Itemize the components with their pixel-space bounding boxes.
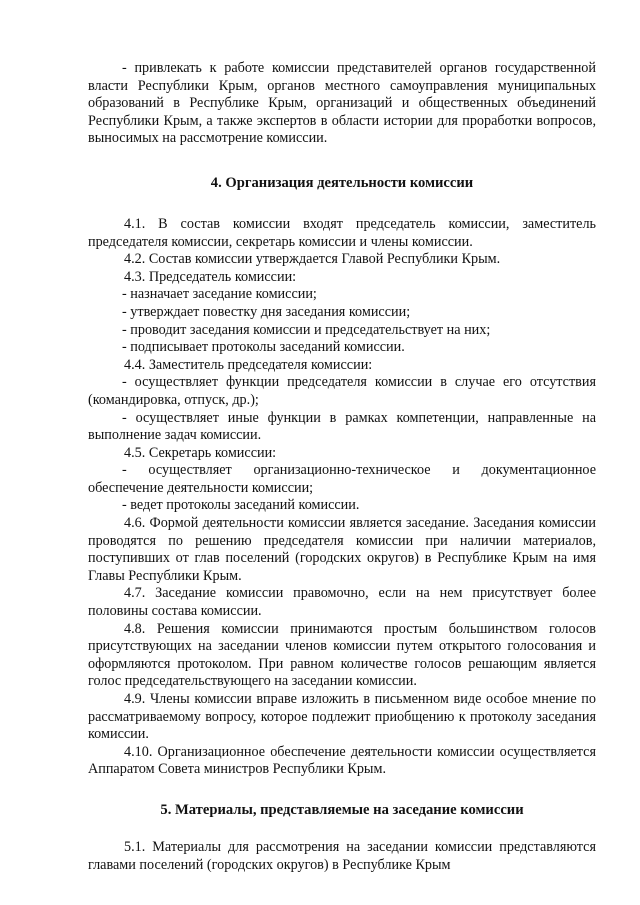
- paragraph-4-3: 4.3. Председатель комиссии:: [124, 268, 297, 285]
- list-item: - осуществляет функции председателя комиссии в случае его отсутствия (командировка, отпуск, др.);: [88, 374, 596, 408]
- list-item: - проводит заседания комиссии и председательствует на них;: [122, 321, 491, 338]
- section-4-body: [88, 216, 596, 779]
- list-item: - ведет протоколы заседаний комиссии.: [122, 497, 360, 514]
- paragraph-4-4: 4.4. Заместитель председателя комиссии:: [124, 356, 373, 373]
- paragraph-4-5: 4.5. Секретарь комиссии:: [124, 444, 277, 461]
- paragraph-4-9: 4.9. Члены комиссии вправе изложить в письменном виде особое мнение по рассматриваемому вопросу, которое подлежит приобщению к протоколу заседания комиссии.: [88, 691, 596, 743]
- list-item: - осуществляет организационно-техническое и документационное обеспечение деятельности комиссии;: [88, 462, 596, 496]
- section-5-body: [88, 839, 596, 874]
- section-5-heading: 5. Материалы, представляемые на заседание комиссии: [160, 801, 524, 818]
- list-item: - утверждает повестку дня заседания комиссии;: [122, 303, 411, 320]
- list-item: - осуществляет иные функции в рамках компетенции, направленные на выполнение задач комиссии.: [88, 409, 596, 444]
- paragraph-top-bullet: - привлекать к работе комиссии представителей органов государственной власти Республики Крым, органов местного самоуправления муниципальных образований в Республике Крым, организаций и общественных объединений Республики Крым, а также экспертов в области истории для проработки вопросов, выносимых на рассмотрение комиссии.: [88, 60, 596, 147]
- section-4-heading: 4. Организация деятельности комиссии: [210, 174, 474, 191]
- list-item: - подписывает протоколы заседаний комиссии.: [122, 339, 405, 356]
- paragraph-4-6: 4.6. Формой деятельности комиссии является заседание. Заседания комиссии проводятся по решению председателя комиссии при наличии материалов, поступивших от глав поселений (городских округов) в Республике Крым на имя Главы Республики Крым.: [88, 515, 596, 584]
- paragraph-5-1: 5.1. Материалы для рассмотрения на заседании комиссии представляются главами поселений (городских округов) в Республике Крым: [88, 838, 596, 873]
- paragraph-4-1: 4.1. В состав комиссии входят председатель комиссии, заместитель председателя комиссии, секретарь комиссии и члены комиссии.: [88, 215, 596, 250]
- paragraph-4-2: 4.2. Состав комиссии утверждается Главой Республики Крым.: [124, 251, 501, 268]
- paragraph-4-10: 4.10. Организационное обеспечение деятельности комиссии осуществляется Аппаратом Совета министров Республики Крым.: [88, 743, 596, 778]
- list-item: - назначает заседание комиссии;: [122, 286, 317, 303]
- paragraph-4-8: 4.8. Решения комиссии принимаются простым большинством голосов присутствующих на заседании членов комиссии путем открытого голосования и оформляются протоколом. При равном количестве голосов решающим является голос председательствующего на заседании комиссии.: [88, 620, 596, 690]
- paragraph-4-7: 4.7. Заседание комиссии правомочно, если на нем присутствует более половины состава комиссии.: [88, 585, 596, 620]
